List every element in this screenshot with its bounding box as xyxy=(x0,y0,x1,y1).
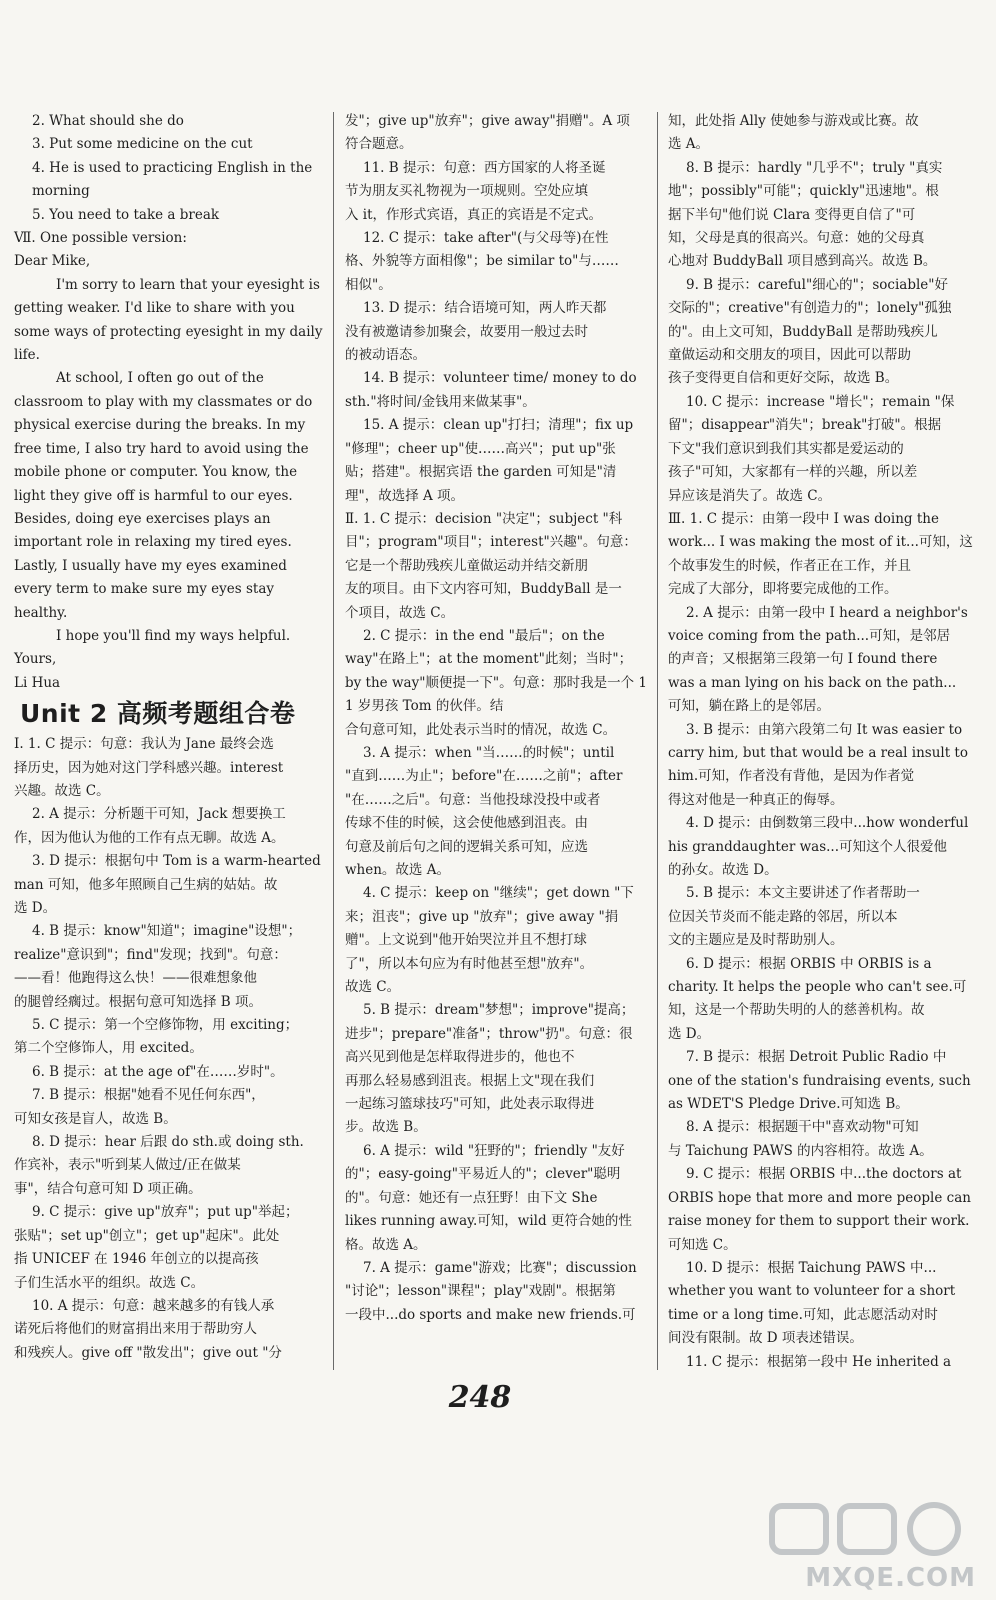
text-line: 7. A 提示：game"游戏；比赛"；discussion xyxy=(363,1259,637,1276)
text-line: 留"；disappear"消失"；break"打破"。根据 xyxy=(668,417,942,434)
text-line: 得这对他是一种真正的侮辱。 xyxy=(668,791,844,808)
text-line: classroom to play with my classmates or do xyxy=(14,393,313,410)
text-line: 可知，躺在路上的是邻居。 xyxy=(668,698,830,715)
text-line: 孩子变得更自信和更好交际，故选 B。 xyxy=(668,370,899,387)
text-line: 高兴见到他是怎样取得进步的，他也不 xyxy=(345,1049,575,1066)
text-line: 的被动语态。 xyxy=(345,347,426,364)
text-line: 据下半句"他们说 Clara 变得更自信了"可 xyxy=(668,206,916,223)
text-line: 8. B 提示：hardly "几乎不"；truly "真实 xyxy=(686,159,943,176)
text-line: 9. C 提示：根据 ORBIS 中...the doctors at xyxy=(686,1166,962,1183)
text-line: 11. B 提示：句意：西方国家的人将圣诞 xyxy=(363,159,606,176)
text-line: 张贴"；set up"创立"；get up"起床"。此处 xyxy=(14,1227,280,1244)
column-middle xyxy=(345,110,647,1327)
unit2-answers-part3 xyxy=(668,110,984,1374)
text-line: 6. B 提示：at the age of"在……岁时"。 xyxy=(32,1063,284,1080)
text-line: 赠"。上文说到"他开始哭泣并且不想打球 xyxy=(345,932,587,949)
text-line: At school, I often go out of the xyxy=(56,370,264,387)
text-line: 3. B 提示：由第六段第二句 It was easier to xyxy=(686,721,963,738)
text-line: man 可知，他多年照顾自己生病的姑姑。故 xyxy=(14,876,278,893)
text-line: way"在路上"；at the moment"此刻；当时"； xyxy=(345,651,633,668)
text-line: charity. It helps the people who can't see.可 xyxy=(668,979,967,996)
text-line: when。故选 A。 xyxy=(345,862,450,878)
text-line: 12. C 提示：take after"(与父母等)在性 xyxy=(363,230,609,247)
text-line: 8. D 提示：hear 后跟 do sth.或 doing sth. xyxy=(32,1134,304,1151)
text-line: 3. A 提示：when "当……的时候"；until xyxy=(363,744,615,761)
text-line: 个故事发生的时候，作者正在工作，并且 xyxy=(668,557,911,574)
text-line: 位因关节炎而不能走路的邻居，所以本 xyxy=(668,908,898,925)
text-line: 子们生活水平的组织。故选 C。 xyxy=(14,1274,205,1291)
watermark xyxy=(752,1500,982,1595)
text-line: sth."将时间/金钱用来做某事"。 xyxy=(345,393,536,410)
text-line: Yours, xyxy=(14,651,57,668)
text-line: raise money for them to support their work. xyxy=(668,1213,970,1230)
text-line: mobile phone or computer. You know, the xyxy=(14,464,298,481)
text-line: 贴；搭建"。根据宾语 the garden 可知是"清 xyxy=(345,464,617,481)
text-line: morning xyxy=(32,183,90,200)
text-line: 5. You need to take a break xyxy=(32,206,220,223)
text-line: 第二个空修饰人，用 excited。 xyxy=(14,1040,203,1057)
text-line: 传球不佳的时候，这会使他感到沮丧。由 xyxy=(345,815,588,832)
text-line: 2. What should she do xyxy=(32,113,184,129)
text-line: 7. B 提示：根据"她看不见任何东西"， xyxy=(32,1087,265,1104)
text-line: ——看！他跑得这么快！——很难想象他 xyxy=(14,970,257,987)
text-line: 个项目，故选 C。 xyxy=(345,604,455,621)
text-line: 4. He is used to practicing English in the xyxy=(32,159,313,176)
text-line: 11. C 提示：根据第一段中 He inherited a xyxy=(686,1353,952,1370)
text-line: 指 UNICEF 在 1946 年创立的以提高孩 xyxy=(14,1251,259,1268)
unit-title: Unit 2 高频考题组合卷 xyxy=(20,699,296,729)
text-line: likes running away.可知，wild 更符合她的性 xyxy=(345,1213,632,1230)
text-line: 合句意可知，此处表示当时的情况，故选 C。 xyxy=(345,721,617,738)
text-line: Lastly, I usually have my eyes examined xyxy=(14,557,287,574)
text-line: 选 A。 xyxy=(668,136,710,153)
text-line: 可知女孩是盲人，故选 B。 xyxy=(14,1110,177,1127)
text-line: 5. B 提示：本文主要讲述了作者帮助一 xyxy=(686,885,920,902)
text-line: 择历史，因为她对这门学科感兴趣。interest xyxy=(14,759,284,776)
text-line: 兴趣。故选 C。 xyxy=(14,782,110,799)
text-line: 的孙女。故选 D。 xyxy=(668,862,778,878)
text-line: 节为朋友买礼物视为一项规则。空处应填 xyxy=(345,183,588,200)
text-line: 相似"。 xyxy=(345,276,392,293)
text-line: 15. A 提示：clean up"打扫；清理"；fix up xyxy=(363,417,634,434)
text-line: Ⅱ. 1. C 提示：decision "决定"；subject "科 xyxy=(345,510,623,527)
page-number: 248 xyxy=(448,1380,512,1415)
text-line: 的"。由上文可知，BuddyBall 是帮助残疾儿 xyxy=(668,323,938,340)
text-line: 14. B 提示：volunteer time/ money to do xyxy=(363,370,637,387)
text-line: 作宾补，表示"听到某人做过/正在做某 xyxy=(14,1157,241,1174)
text-line: 一段中...do sports and make new friends.可 xyxy=(345,1306,636,1323)
unit1-answers xyxy=(14,110,330,695)
text-line: 5. C 提示：第一个空修饰物，用 exciting； xyxy=(32,1017,299,1034)
text-line: 异应该是消失了。故选 C。 xyxy=(668,487,832,504)
text-line: 2. A 提示：分析题干可知，Jack 想要换工 xyxy=(32,806,286,823)
text-line: "修理"；cheer up"使……高兴"；put up"张 xyxy=(345,440,616,457)
text-line: I'm sorry to learn that your eyesight is xyxy=(56,276,320,293)
text-line: 知，父母是真的很高兴。句意：她的父母真 xyxy=(668,230,925,247)
text-line: whether you want to volunteer for a short xyxy=(668,1283,956,1300)
column-right xyxy=(668,110,984,1374)
text-line: 间没有限制。故 D 项表述错误。 xyxy=(668,1330,863,1347)
text-line: 入 it，作形式宾语，真正的宾语是不定式。 xyxy=(345,206,603,223)
text-line: Dear Mike, xyxy=(14,253,91,270)
text-line: 事"，结合句意可知 D 项正确。 xyxy=(14,1180,202,1197)
text-line: 4. D 提示：由倒数第三段中...how wonderful xyxy=(686,815,969,832)
text-line: 孩子"可知，大家都有一样的兴趣，所以差 xyxy=(668,464,918,481)
unit2-answers-part1 xyxy=(14,733,330,1365)
text-line: 的声音；又根据第三段第一句 I found there xyxy=(668,651,938,668)
text-line: 下文"我们意识到我们其实都是爱运动的 xyxy=(668,440,904,457)
text-line: light they give off is harmful to our eyes. xyxy=(14,487,293,504)
text-line: 它是一个帮助残疾儿童做运动并结交新朋 xyxy=(345,557,588,574)
text-line: "在……之后"。句意：当他投球没投中或者 xyxy=(345,791,601,808)
column-divider-left xyxy=(333,112,334,1370)
text-line: 和残疾人。give off "散发出"；give out "分 xyxy=(14,1344,282,1361)
text-line: 友的项目。由下文内容可知，BuddyBall 是一 xyxy=(345,581,622,598)
text-line: work... I was making the most of it...可知，这 xyxy=(668,534,973,551)
text-line: getting weaker. I'd like to share with you xyxy=(14,300,295,317)
text-line: one of the station's fundraising events, such xyxy=(668,1072,971,1089)
text-line: 可知选 C。 xyxy=(668,1236,737,1253)
text-line: life. xyxy=(14,347,40,364)
text-line: important role in relaxing my tired eyes. xyxy=(14,534,292,551)
text-line: 10. C 提示：increase "增长"；remain "保 xyxy=(686,393,955,410)
text-line: 2. A 提示：由第一段中 I heard a neighbor's xyxy=(686,604,968,621)
text-line: 故选 C。 xyxy=(345,979,401,996)
text-line: 7. B 提示：根据 Detroit Public Radio 中 xyxy=(686,1049,947,1066)
text-line: "直到……为止"；before"在……之前"；after xyxy=(345,768,623,785)
text-line: 理"，故选择 A 项。 xyxy=(345,487,465,504)
text-line: 选 D。 xyxy=(14,900,57,916)
text-line: 格。故选 A。 xyxy=(345,1236,427,1253)
text-line: 步。故选 B。 xyxy=(345,1119,427,1136)
text-line: 的"。句意：她还有一点狂野！由下文 She xyxy=(345,1189,598,1206)
text-line: his granddaughter was...可知这个人很爱他 xyxy=(668,838,947,855)
text-line: 9. C 提示：give up"放弃"；put up"举起； xyxy=(32,1204,299,1221)
text-line: 发"；give up"放弃"；give away"捐赠"。A 项 xyxy=(345,113,630,129)
text-line: 完成了大部分，即将要完成他的工作。 xyxy=(668,581,898,598)
text-line: 童做运动和交朋友的项目，因此可以帮助 xyxy=(668,347,911,364)
text-line: 再那么轻易感到沮丧。根据上文"现在我们 xyxy=(345,1072,595,1089)
text-line: 3. Put some medicine on the cut xyxy=(32,136,253,153)
text-line: 句意及前后句之间的逻辑关系可知，应选 xyxy=(345,838,588,855)
text-line: carry him, but that would be a real insult to xyxy=(668,744,968,761)
text-line: 一起练习篮球技巧"可知，此处表示取得进 xyxy=(345,1096,595,1113)
text-line: 作，因为他认为他的工作有点无聊。故选 A。 xyxy=(14,829,285,846)
text-line: 的"；easy-going"平易近人的"；clever"聪明 xyxy=(345,1166,621,1183)
text-line: as WDET'S Pledge Drive.可知选 B。 xyxy=(668,1096,909,1113)
text-line: every term to make sure my eyes stay xyxy=(14,581,275,598)
text-line: 交际的"；creative"有创造力的"；lonely"孤独 xyxy=(668,300,952,317)
text-line: 文的主题应是及时帮助别人。 xyxy=(668,932,844,949)
text-line: voice coming from the path...可知，是邻居 xyxy=(668,627,951,644)
text-line: 来；沮丧"；give up "放弃"；give away "捐 xyxy=(345,908,619,925)
text-line: 与 Taichung PAWS 的内容相符。故选 A。 xyxy=(668,1142,933,1159)
text-line: 10. A 提示：句意：越来越多的有钱人承 xyxy=(32,1297,275,1314)
text-line: 地"；possibly"可能"；quickly"迅速地"。根 xyxy=(668,183,939,200)
text-line: 4. B 提示：know"知道"；imagine"设想"； xyxy=(32,923,302,940)
column-left xyxy=(14,110,330,1365)
text-line: Ⅶ. One possible version: xyxy=(14,230,187,247)
text-line: time or a long time.可知，此志愿活动对时 xyxy=(668,1306,938,1323)
text-line: I hope you'll find my ways helpful. xyxy=(56,627,291,644)
text-line: ORBIS hope that more and more people can xyxy=(668,1189,971,1206)
text-line: 6. D 提示：根据 ORBIS 中 ORBIS is a xyxy=(686,955,932,972)
text-line: 10. D 提示：根据 Taichung PAWS 中... xyxy=(686,1259,937,1276)
text-line: 心地对 BuddyBall 项目感到高兴。故选 B。 xyxy=(668,253,937,270)
text-line: healthy. xyxy=(14,604,68,621)
text-line: 目"；program"项目"；interest"兴趣"。句意： xyxy=(345,534,637,551)
text-line: him.可知，作者没有背他，是因为作者觉 xyxy=(668,768,915,785)
text-line: 进步"；prepare"准备"；throw"扔"。句意：很 xyxy=(345,1025,633,1042)
text-line: 选 D。 xyxy=(668,1025,711,1042)
text-line: 13. D 提示：结合语境可知，两人昨天都 xyxy=(363,300,607,317)
text-line: 的腿曾经瘸过。根据句意可知选择 B 项。 xyxy=(14,993,263,1010)
text-line: 诺死后将他们的财富捐出来用于帮助穷人 xyxy=(14,1321,257,1338)
column-divider-right xyxy=(657,112,658,1370)
text-line: 知，此处指 Ally 使她参与游戏或比赛。故 xyxy=(668,113,919,129)
text-line: free time, I also try hard to avoid using the xyxy=(14,440,309,457)
text-line: 9. B 提示：careful"细心的"；sociable"好 xyxy=(686,276,949,293)
text-line: 2. C 提示：in the end "最后"；on the xyxy=(363,627,605,644)
text-line: some ways of protecting eyesight in my daily xyxy=(14,323,323,340)
text-line: 3. D 提示：根据句中 Tom is a warm-hearted xyxy=(32,853,321,870)
text-line: 了"，所以本句应为有时他甚至想"放弃"。 xyxy=(345,955,594,972)
text-line: realize"意识到"；find"发现；找到"。句意： xyxy=(14,946,287,963)
watermark-url: MXQE.COM xyxy=(805,1563,976,1593)
text-line: was a man lying on his back on the path... xyxy=(668,674,957,691)
text-line: physical exercise during the breaks. In my xyxy=(14,417,306,434)
text-line: 知，这是一个帮助失明的人的慈善机构。故 xyxy=(668,1002,925,1019)
text-line: 8. A 提示：根据题干中"喜欢动物"可知 xyxy=(686,1119,919,1136)
text-line: "讨论"；lesson"课程"；play"戏剧"。根据第 xyxy=(345,1283,616,1300)
unit2-answers-part2 xyxy=(345,110,647,1327)
text-line: by the way"顺便提一下"。句意：那时我是一个 11 岁男孩 Tom 的伙伴。结 xyxy=(345,674,647,715)
text-line: Besides, doing eye exercises plays an xyxy=(14,510,271,527)
text-line: Ⅰ. 1. C 提示：句意：我认为 Jane 最终会选 xyxy=(14,736,274,753)
text-line: 6. A 提示：wild "狂野的"；friendly "友好 xyxy=(363,1142,625,1159)
watermark-logo-icon xyxy=(752,1500,982,1560)
text-line: 5. B 提示：dream"梦想"；improve"提高； xyxy=(363,1002,635,1019)
text-line: 符合题意。 xyxy=(345,136,413,153)
text-line: Ⅲ. 1. C 提示：由第一段中 I was doing the xyxy=(668,510,939,527)
text-line: Li Hua xyxy=(14,674,61,691)
text-line: 没有被邀请参加聚会，故要用一般过去时 xyxy=(345,323,588,340)
text-line: 4. C 提示：keep on "继续"；get down "下 xyxy=(363,885,634,902)
text-line: 格、外貌等方面相像"；be similar to"与…… xyxy=(345,253,619,270)
